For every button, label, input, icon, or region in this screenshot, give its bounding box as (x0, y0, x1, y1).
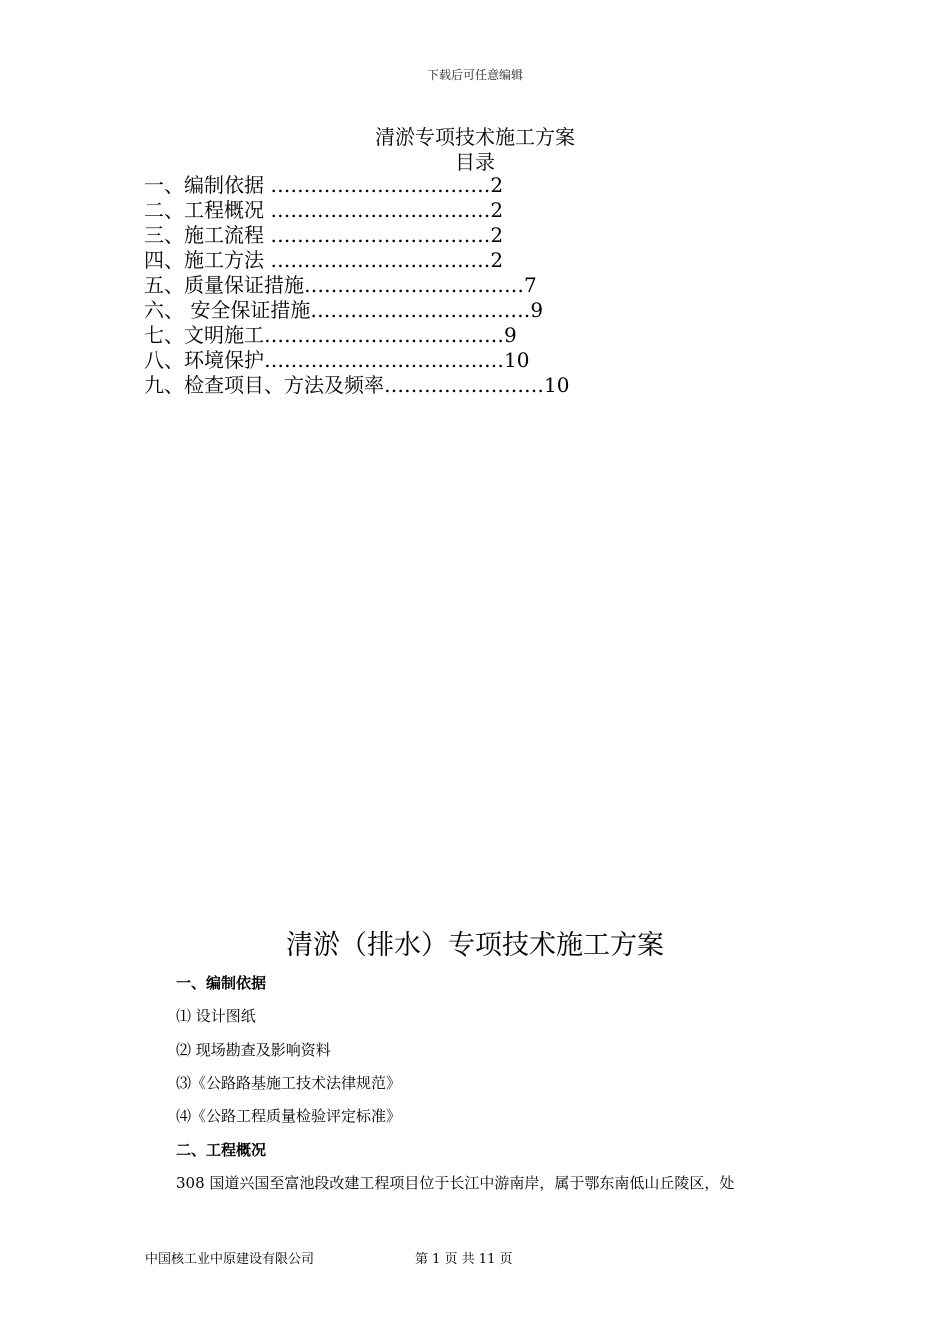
toc-subtitle: 目录 (455, 150, 495, 174)
toc-item[interactable]: 六、 安全保证措施……………………………9 (144, 298, 544, 322)
section-heading-overview: 二、工程概况 (176, 1141, 267, 1159)
toc-item[interactable]: 七、文明施工………………………………9 (144, 323, 517, 347)
footer-company: 中国核工业中原建设有限公司 (145, 1252, 315, 1267)
basis-item: ⑵ 现场勘查及影响资料 (176, 1041, 331, 1059)
toc-item[interactable]: 三、施工流程 ……………………………2 (144, 223, 504, 247)
footer-page-number: 第 1 页 共 11 页 (415, 1252, 513, 1267)
basis-item: ⑷《公路工程质量检验评定标准》 (176, 1107, 402, 1125)
header-note: 下载后可任意编辑 (426, 68, 523, 82)
basis-item: ⑴ 设计图纸 (176, 1007, 256, 1025)
toc-item[interactable]: 一、编制依据 ……………………………2 (144, 173, 504, 197)
toc-item[interactable]: 五、质量保证措施……………………………7 (144, 273, 537, 297)
section-heading-basis: 一、编制依据 (176, 974, 267, 992)
toc-item[interactable]: 二、工程概况 ……………………………2 (144, 198, 504, 222)
toc-title: 清淤专项技术施工方案 (375, 125, 575, 149)
toc-item[interactable]: 八、环境保护………………………………10 (144, 348, 530, 372)
toc-item[interactable]: 九、检查项目、方法及频率……………………10 (144, 373, 570, 397)
table-of-contents (144, 173, 664, 398)
basis-item: ⑶《公路路基施工技术法律规范》 (176, 1074, 402, 1092)
toc-item[interactable]: 四、施工方法 ……………………………2 (144, 248, 504, 272)
overview-paragraph: 308 国道兴国至富池段改建工程项目位于长江中游南岸，属于鄂东南低山丘陵区，处 (176, 1174, 735, 1192)
document-title: 清淤（排水）专项技术施工方案 (286, 930, 664, 961)
